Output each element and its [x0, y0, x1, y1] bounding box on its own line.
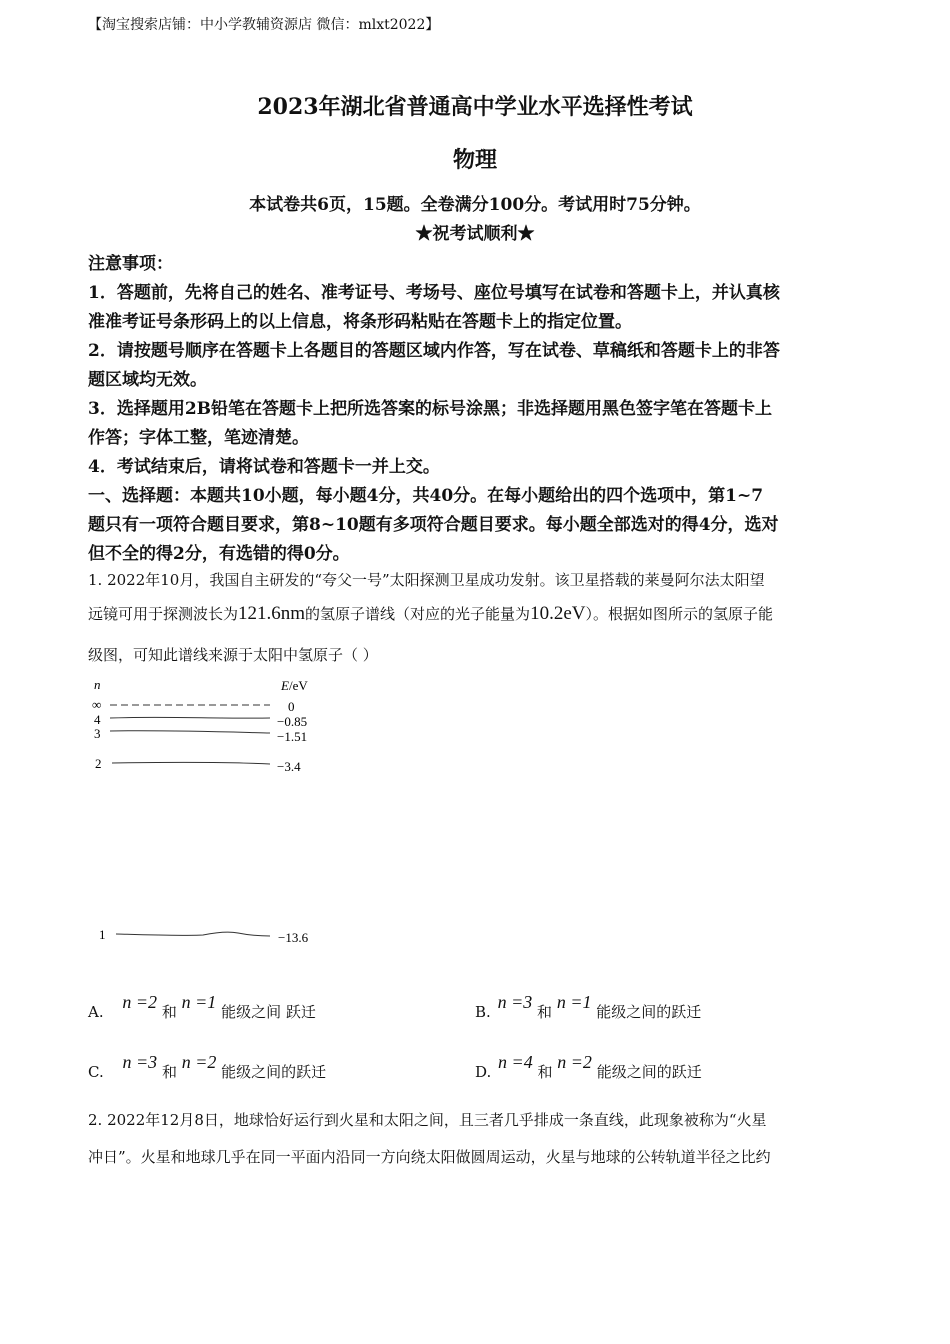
note-2-line-1: 2．请按题号顺序在答题卡上各题目的答题区域内作答，写在试卷、草稿纸和答题卡上的非答 — [88, 341, 780, 361]
option-a-math-1: n =2 — [122, 992, 158, 1012]
notes-heading: 注意事项： — [88, 254, 173, 274]
wish-line: ★祝考试顺利★ — [415, 224, 535, 244]
level-4-line — [110, 717, 270, 718]
level-3-e: −1.51 — [277, 729, 308, 744]
note-1-line-2: 准准考证号条形码上的以上信息，将条形码粘贴在答题卡上的指定位置。 — [88, 312, 632, 332]
option-d-math-1: n =4 — [498, 1052, 533, 1072]
option-b-math-2: n =1 — [556, 992, 592, 1012]
section-heading-line-2: 题只有一项符合题目要求，第8~10题有多项符合题目要求。每小题全部选对的得4分，选对 — [88, 515, 779, 535]
level-4-n: 4 — [94, 712, 101, 727]
diagram-e-label: E/eV — [281, 678, 308, 693]
option-d-math-2: n =2 — [557, 1052, 592, 1072]
level-inf-e: 0 — [288, 699, 295, 714]
q1-line-3: 级图，可知此谱线来源于太阳中氢原子（ ） — [88, 646, 378, 664]
note-3-line-2: 作答；字体工整，笔迹清楚。 — [88, 428, 309, 448]
option-c-letter: C. — [88, 1063, 104, 1081]
q1-line-2-a: 远镜可用于探测波长为 — [88, 605, 239, 623]
option-b-mid: 和 — [537, 1003, 553, 1021]
exam-title: 2023年湖北省普通高中学业水平选择性考试 — [257, 94, 693, 120]
option-b[interactable] — [475, 992, 702, 1022]
option-c-math-1: n =3 — [122, 1052, 158, 1072]
energy-level-diagram — [88, 672, 328, 952]
subject-title: 物理 — [452, 147, 497, 173]
level-4-e: −0.85 — [277, 714, 308, 729]
header-ad: 【淘宝搜索店铺：中小学教辅资源店 微信：mlxt2022】 — [88, 17, 440, 33]
q1-energy: 10.2eV — [530, 603, 586, 624]
option-a[interactable] — [88, 992, 316, 1022]
option-c-math-2: n =2 — [181, 1052, 217, 1072]
option-d-tail: 能级之间的跃迁 — [596, 1063, 702, 1081]
option-d-mid: 和 — [537, 1063, 553, 1081]
q1-wavelength: 121.6nm — [238, 603, 306, 624]
option-a-mid: 和 — [161, 1003, 177, 1021]
section-heading-line-3: 但不全的得2分，有选错的得0分。 — [88, 544, 350, 564]
level-1-line — [116, 932, 270, 936]
q1-line-2 — [88, 603, 773, 625]
diagram-n-label: n — [94, 677, 101, 692]
level-2-line — [112, 762, 270, 764]
q1-line-1: 1. 2022年10月，我国自主研发的“夸父一号”太阳探测卫星成功发射。该卫星搭载的莱曼阿尔法太阳望 — [88, 571, 765, 589]
option-a-tail: 能级之间 跃迁 — [221, 1003, 316, 1021]
option-d-letter: D. — [475, 1063, 492, 1081]
q2-line-1: 2. 2022年12月8日，地球恰好运行到火星和太阳之间，且三者几乎排成一条直线，此现象被称为“火星 — [88, 1111, 767, 1129]
q1-line-2-b: 的氢原子谱线（对应的光子能量为 — [305, 605, 531, 623]
level-inf-n: ∞ — [92, 697, 102, 712]
section-heading-line-1: 一、选择题：本题共10小题，每小题4分，共40分。在每小题给出的四个选项中，第1~7 — [88, 486, 764, 506]
note-3-line-1: 3．选择题用2B铅笔在答题卡上把所选答案的标号涂黑；非选择题用黑色签字笔在答题卡上 — [88, 399, 773, 419]
level-1-n: 1 — [99, 927, 106, 942]
option-c[interactable] — [88, 1052, 327, 1082]
option-a-letter: A. — [88, 1003, 104, 1021]
option-b-tail: 能级之间的跃迁 — [596, 1003, 702, 1021]
option-b-letter: B. — [475, 1003, 491, 1021]
option-a-math-2: n =1 — [181, 992, 217, 1012]
option-c-mid: 和 — [161, 1063, 177, 1081]
level-2-e: −3.4 — [277, 759, 301, 774]
exam-info: 本试卷共6页，15题。全卷满分100分。考试用时75分钟。 — [249, 195, 701, 215]
note-2-line-2: 题区域均无效。 — [88, 370, 207, 390]
level-1-e: −13.6 — [278, 930, 309, 945]
option-c-tail: 能级之间的跃迁 — [221, 1063, 327, 1081]
level-3-line — [110, 731, 270, 733]
option-b-math-1: n =3 — [497, 992, 533, 1012]
q2-line-2: 冲日”。火星和地球几乎在同一平面内沿同一方向绕太阳做圆周运动，火星与地球的公转轨道半径之比约 — [88, 1148, 771, 1166]
q1-line-2-c: ）。根据如图所示的氢原子能 — [585, 605, 773, 623]
note-1-line-1: 1．答题前，先将自己的姓名、准考证号、考场号、座位号填写在试卷和答题卡上，并认真核 — [88, 283, 780, 303]
level-3-n: 3 — [94, 726, 101, 741]
option-d[interactable] — [475, 1052, 702, 1082]
level-2-n: 2 — [95, 756, 102, 771]
note-4-line-1: 4．考试结束后，请将试卷和答题卡一并上交。 — [88, 457, 440, 477]
